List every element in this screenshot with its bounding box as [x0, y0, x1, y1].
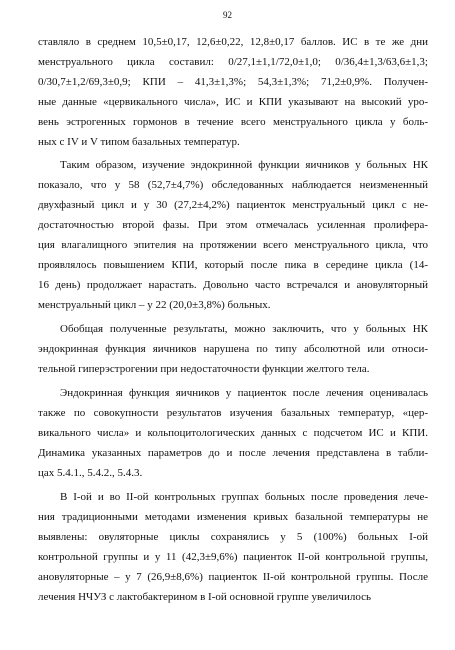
text-line: Таким образом, изучение эндокринной функции яичников у больных НК [60, 159, 428, 171]
text-line: контрольной группы и у 11 (42,3±9,6%) пациенток II-ой контрольной группы, [38, 551, 428, 563]
text-line: менструальный цикл – у 22 (20,0±3,8%) больных. [38, 299, 271, 311]
text-line: эндокринная функция яичников нарушена по типу абсолютной или относи- [38, 343, 428, 355]
text-line: ные данные «цервикального числа», ИС и КПИ указывают на высокий уро- [38, 96, 428, 108]
text-line: 0/30,7±1,2/69,3±0,9; КПИ – 41,3±1,3%; 54,3±1,3%; 71,2±0,9%. Получен- [38, 76, 428, 88]
text-line: выявлены: овуляторные циклы сохранялись у 5 (100%) больных I-ой [38, 531, 428, 543]
text-line: лечения НЧУЗ с лактобактерином в I-ой основной группе увеличилось [38, 591, 372, 603]
text-line: показало, что у 58 (52,7±4,7%) обследованных наблюдается неизмененный [38, 179, 428, 191]
text-line: ставляло в среднем 10,5±0,17, 12,6±0,22, 12,8±0,17 баллов. ИС в те же дни [38, 36, 428, 48]
text-line: вень эстрогенных гормонов в течение всего менструального цикла у боль- [38, 116, 428, 128]
text-line: проявлялось повышением КПИ, который после пика в середине цикла (14- [38, 259, 428, 271]
text-line: двухфазный цикл и у 30 (27,2±4,2%) пациенток менструальный цикл с не- [38, 199, 428, 211]
text-line: ных с IV и V типом базальных температур. [38, 136, 240, 148]
text-line: Эндокринная функция яичников у пациенток после лечения оценивалась [60, 387, 428, 399]
text-line: 16 день) продолжает нарастать. Довольно часто встречался и ановуляторный [38, 279, 428, 291]
text-line: достаточностью второй фазы. При этом отмечалась усиленная пролифера- [38, 219, 428, 231]
text-line: цах 5.4.1., 5.4.2., 5.4.3. [38, 467, 143, 479]
text-line: В I-ой и во II-ой контрольных группах больных после проведения лече- [60, 491, 428, 503]
text-line: ция влагалищного эпителия на протяжении всего менструального цикла, что [38, 239, 428, 251]
text-line: ановуляторные – у 7 (26,9±8,6%) пациенток II-ой контрольной группы. После [38, 571, 428, 583]
text-line: ния традиционными методами изменения кривых базальной температуры не [38, 511, 428, 523]
page-number: 92 [223, 10, 232, 20]
text-line: Динамика указанных параметров до и после лечения представлена в табли- [38, 447, 428, 459]
text-line: тельной гиперэстрогении при недостаточности функции желтого тела. [38, 363, 370, 375]
text-line: Обобщая полученные результаты, можно заключить, что у больных НК [60, 323, 428, 335]
text-line: менструального цикла составил: 0/27,1±1,1/72,0±1,0; 0/36,4±1,3/63,6±1,3; [38, 56, 428, 68]
text-line: также по совокупности результатов изучения базальных температур, «цер- [38, 407, 428, 419]
text-line: викального числа» и кольпоцитологических данных с подсчетом ИС и КПИ. [38, 427, 428, 439]
